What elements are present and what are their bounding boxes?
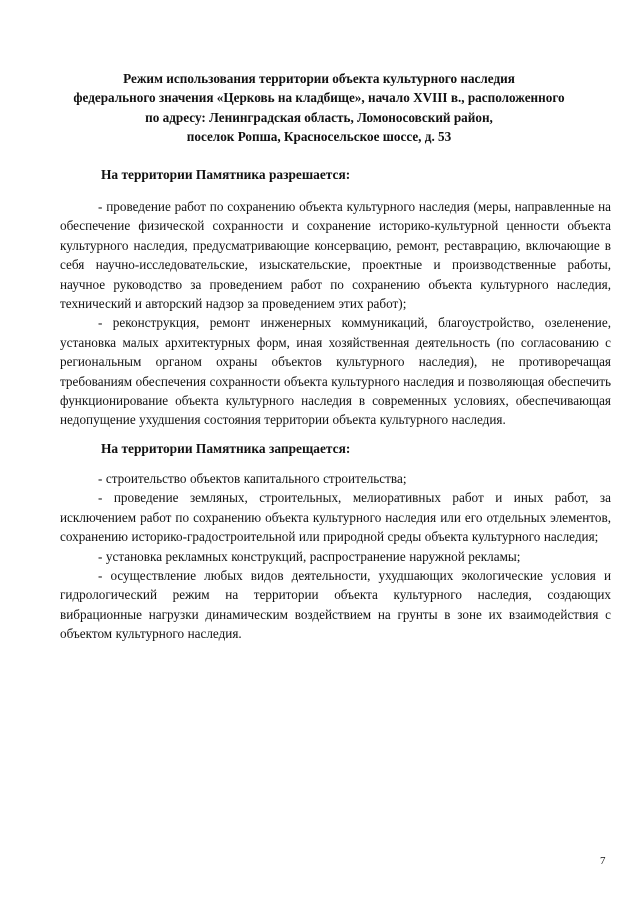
allowed-section-heading: На территории Памятника разрешается:	[101, 167, 351, 182]
forbidden-item: - строительство объектов капитального строительства;	[98, 471, 407, 486]
forbidden-items-list	[60, 469, 611, 644]
forbidden-item: - установка рекламных конструкций, распространение наружной рекламы;	[98, 548, 521, 564]
title-line: федерального значения «Церковь на кладбище», начало XVIII в., расположенного	[73, 90, 565, 106]
page-number: 7	[600, 855, 606, 867]
allowed-items-list	[60, 197, 611, 430]
title-line: поселок Ропша, Красносельское шоссе, д. 53	[186, 128, 452, 144]
document-title	[60, 69, 578, 146]
forbidden-item: - проведение земляных, строительных, мелиоративных работ и иных работ, за исключением работ по сохранению объекта культурного наследия или его отдельных элементов, сохранению историко-градостроительной или природной среды объекта культурного наследия;	[60, 490, 611, 545]
allowed-item: - проведение работ по сохранению объекта культурного наследия (меры, направленные на обеспечение физической сохранности и сохранение историко-культурной ценности объекта культурного наследия, предусматривающие консервацию, ремонт, реставрацию, включающие в себя научно-исследовательские, изыскательские, проектные и производственные работы, научное руководство за проведением работ по сохранению объекта культурного наследия, технический и авторский надзор за проведением этих работ);	[60, 199, 611, 312]
title-line: Режим использования территории объекта культурного наследия	[123, 71, 515, 86]
forbidden-item: - осуществление любых видов деятельности, ухудшающих экологические условия и гидрологический режим на территории объекта культурного наследия, создающих вибрационные нагрузки динамическим воздействием на грунты в зоне их взаимодействия с объектом культурного наследия.	[60, 568, 611, 642]
title-line: по адресу: Ленинградская область, Ломоносовский район,	[145, 109, 493, 125]
forbidden-section-heading: На территории Памятника запрещается:	[101, 441, 351, 456]
allowed-item: - реконструкция, ремонт инженерных коммуникаций, благоустройство, озеленение, установка малых архитектурных форм, иная хозяйственная деятельность (по согласованию с региональным органом охраны объектов культурного наследия), не противоречащая требованиям обеспечения сохранности объекта культурного наследия и позволяющая обеспечить функционирование объекта культурного наследия в современных условиях, обеспечивающая недопущение ухудшения состояния территории объекта культурного наследия.	[60, 315, 611, 428]
